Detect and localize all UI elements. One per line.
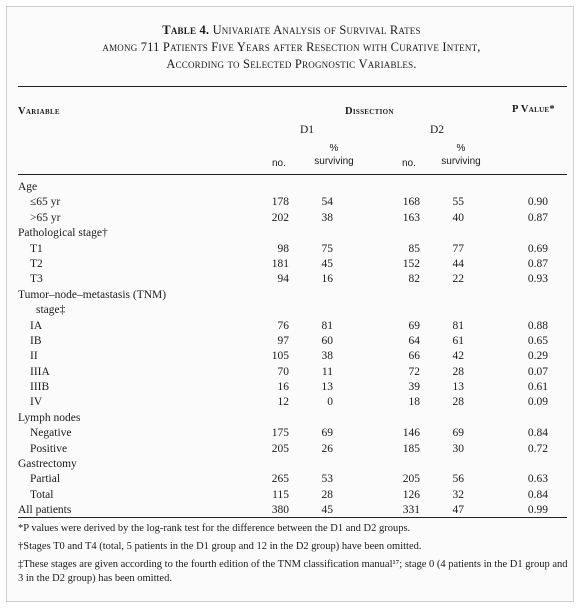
- d1-percent-surviving: 38: [321, 350, 333, 363]
- row-label: IIIB: [30, 381, 50, 394]
- row-label: T3: [30, 273, 43, 286]
- d2-count: 72: [408, 365, 420, 378]
- d2-count: 18: [408, 396, 420, 409]
- d2-percent-surviving: 56: [452, 473, 464, 486]
- d1-percent-surviving: 45: [321, 257, 333, 270]
- d2-count: 163: [402, 211, 420, 224]
- d1-percent-surviving: 75: [321, 242, 333, 255]
- title-line-2: among 711 Patients Five Years after Resection with Curative Intent,: [102, 40, 481, 54]
- d2-percent-surviving: 32: [452, 488, 464, 501]
- d2-percent-surviving: 42: [452, 350, 464, 363]
- top-rule: [18, 86, 567, 87]
- p-value: 0.61: [527, 381, 548, 394]
- p-value: 0.07: [527, 365, 548, 378]
- table-row: [0, 211, 583, 226]
- p-value: 0.84: [527, 488, 548, 501]
- p-value: 0.65: [527, 334, 548, 347]
- row-label: >65 yr: [30, 211, 61, 224]
- row-label: Pathological stage†: [18, 227, 108, 240]
- row-label: Partial: [30, 473, 61, 486]
- p-value: 0.99: [527, 504, 548, 517]
- p-value: 0.63: [527, 473, 548, 486]
- d1-percent-surviving: 28: [321, 488, 333, 501]
- d1-count: 115: [272, 488, 289, 501]
- d1-count: 178: [271, 196, 289, 209]
- p-value: 0.90: [527, 196, 548, 209]
- d2-count: 146: [402, 427, 420, 440]
- d2-count: 66: [408, 350, 420, 363]
- d1-percent-surviving: 69: [321, 427, 333, 440]
- d1-percent-surviving: 60: [321, 334, 333, 347]
- d1-percent-surviving: 38: [321, 211, 333, 224]
- p-value: 0.29: [527, 350, 548, 363]
- header-p-value: P Value*: [512, 104, 555, 115]
- table-row: [0, 411, 583, 426]
- header-d2-pct: % surviving: [441, 143, 481, 167]
- d2-count: 126: [402, 488, 420, 501]
- table-row: [0, 180, 583, 195]
- table-row: [0, 257, 583, 272]
- d1-count: 76: [277, 319, 289, 332]
- d2-percent-surviving: 30: [452, 442, 464, 455]
- footnote-tnm: ‡These stages are given according to the fourth edition of the TNM classification manual¹⁷; stage 0 (4 patients in the D1 group and 3 in the D2 group) has been omitted.: [18, 559, 568, 584]
- d1-percent-surviving: 26: [321, 442, 333, 455]
- table-row: [0, 380, 583, 395]
- d1-percent-surviving: 53: [321, 473, 333, 486]
- d2-count: 168: [402, 196, 420, 209]
- d2-count: 69: [408, 319, 420, 332]
- d2-count: 185: [402, 442, 420, 455]
- p-value: 0.09: [527, 396, 548, 409]
- d1-percent-surviving: 54: [321, 196, 333, 209]
- table-row: [0, 303, 583, 318]
- p-value: 0.87: [527, 211, 548, 224]
- table-row: [0, 242, 583, 257]
- d2-count: 331: [402, 504, 420, 517]
- d2-percent-surviving: 81: [452, 319, 464, 332]
- header-d1: D1: [300, 124, 315, 136]
- row-label: ≤65 yr: [30, 196, 61, 209]
- row-label: Negative: [30, 427, 72, 440]
- row-label: II: [30, 350, 38, 363]
- d2-percent-surviving: 13: [452, 381, 464, 394]
- table-row: [0, 395, 583, 410]
- row-label: stage‡: [36, 304, 66, 317]
- row-label: T1: [30, 242, 43, 255]
- row-label: IA: [30, 319, 43, 332]
- footnote-p-value: *P values were derived by the log-rank test for the difference between the D1 and D2 groups.: [18, 523, 411, 534]
- d2-percent-surviving: 28: [452, 365, 464, 378]
- p-value: 0.72: [527, 442, 548, 455]
- d1-count: 175: [271, 427, 289, 440]
- d2-percent-surviving: 47: [452, 504, 464, 517]
- d2-percent-surviving: 61: [452, 334, 464, 347]
- d2-count: 205: [402, 473, 420, 486]
- d1-count: 94: [277, 273, 289, 286]
- row-label: IIIA: [30, 365, 50, 378]
- table-row: [0, 426, 583, 441]
- d1-count: 70: [277, 365, 289, 378]
- d2-percent-surviving: 22: [452, 273, 464, 286]
- d1-count: 205: [271, 442, 289, 455]
- d2-count: 152: [402, 257, 420, 270]
- row-label: Age: [18, 181, 38, 193]
- d2-percent-surviving: 77: [452, 242, 464, 255]
- d1-count: 97: [277, 334, 289, 347]
- d1-count: 105: [271, 350, 289, 363]
- row-label: Gastrectomy: [18, 458, 77, 471]
- d2-count: 64: [408, 334, 420, 347]
- header-d2-no: no.: [402, 158, 416, 169]
- header-d1-no: no.: [272, 158, 286, 169]
- footnote-stages-omitted: †Stages T0 and T4 (total, 5 patients in the D1 group and 12 in the D2 group) have been omitted.: [18, 541, 422, 552]
- table-row: [0, 288, 583, 303]
- p-value: 0.87: [527, 257, 548, 270]
- row-label: IV: [30, 396, 43, 409]
- table-row: [0, 334, 583, 349]
- row-label: IB: [30, 334, 42, 347]
- table-row: [0, 472, 583, 487]
- table-row: [0, 272, 583, 287]
- d2-percent-surviving: 40: [452, 211, 464, 224]
- d1-count: 380: [271, 504, 289, 517]
- bottom-rule: [18, 517, 567, 518]
- row-label: Tumor–node–metastasis (TNM): [18, 288, 167, 301]
- d2-count: 85: [408, 242, 420, 255]
- header-d2: D2: [430, 124, 445, 136]
- table-number: Table 4.: [162, 23, 210, 37]
- d1-count: 12: [277, 396, 289, 409]
- d1-count: 16: [277, 381, 289, 394]
- title-line-3: According to Selected Prognostic Variables.: [166, 57, 417, 71]
- header-rule: [18, 174, 567, 175]
- p-value: 0.88: [527, 319, 548, 332]
- p-value: 0.93: [527, 273, 548, 286]
- header-dissection: Dissection: [345, 106, 394, 117]
- d2-percent-surviving: 44: [452, 257, 464, 270]
- p-value: 0.84: [527, 427, 548, 440]
- p-value: 0.69: [527, 242, 548, 255]
- d1-count: 265: [271, 473, 289, 486]
- d1-percent-surviving: 13: [321, 381, 333, 394]
- d1-percent-surviving: 11: [321, 365, 333, 378]
- row-label: Total: [30, 488, 54, 501]
- table-row: [0, 349, 583, 364]
- row-label: Positive: [30, 442, 68, 455]
- d2-count: 82: [408, 273, 420, 286]
- d1-percent-surviving: 81: [321, 319, 333, 332]
- table-row: [0, 488, 583, 503]
- table-row: [0, 442, 583, 457]
- d1-count: 202: [271, 211, 289, 224]
- header-variable: Variable: [18, 106, 60, 117]
- row-label: T2: [30, 257, 43, 270]
- table-row: [0, 319, 583, 334]
- d2-percent-surviving: 55: [452, 196, 464, 209]
- table-body: [0, 180, 583, 519]
- table-row: [0, 457, 583, 472]
- d1-percent-surviving: 45: [321, 504, 333, 517]
- d1-percent-surviving: 0: [327, 396, 333, 409]
- header-d1-pct: % surviving: [314, 143, 354, 167]
- row-label: Lymph nodes: [18, 411, 81, 424]
- d2-percent-surviving: 69: [452, 427, 464, 440]
- d2-count: 39: [408, 381, 420, 394]
- title-line-1: Univariate Analysis of Survival Rates: [212, 23, 421, 37]
- table-row: [0, 365, 583, 380]
- table-row: [0, 226, 583, 241]
- d1-percent-surviving: 16: [321, 273, 333, 286]
- table-row: [0, 195, 583, 210]
- d1-count: 181: [271, 257, 289, 270]
- d1-count: 98: [277, 242, 289, 255]
- d2-percent-surviving: 28: [452, 396, 464, 409]
- table-title: [0, 22, 583, 73]
- row-label: All patients: [18, 504, 72, 517]
